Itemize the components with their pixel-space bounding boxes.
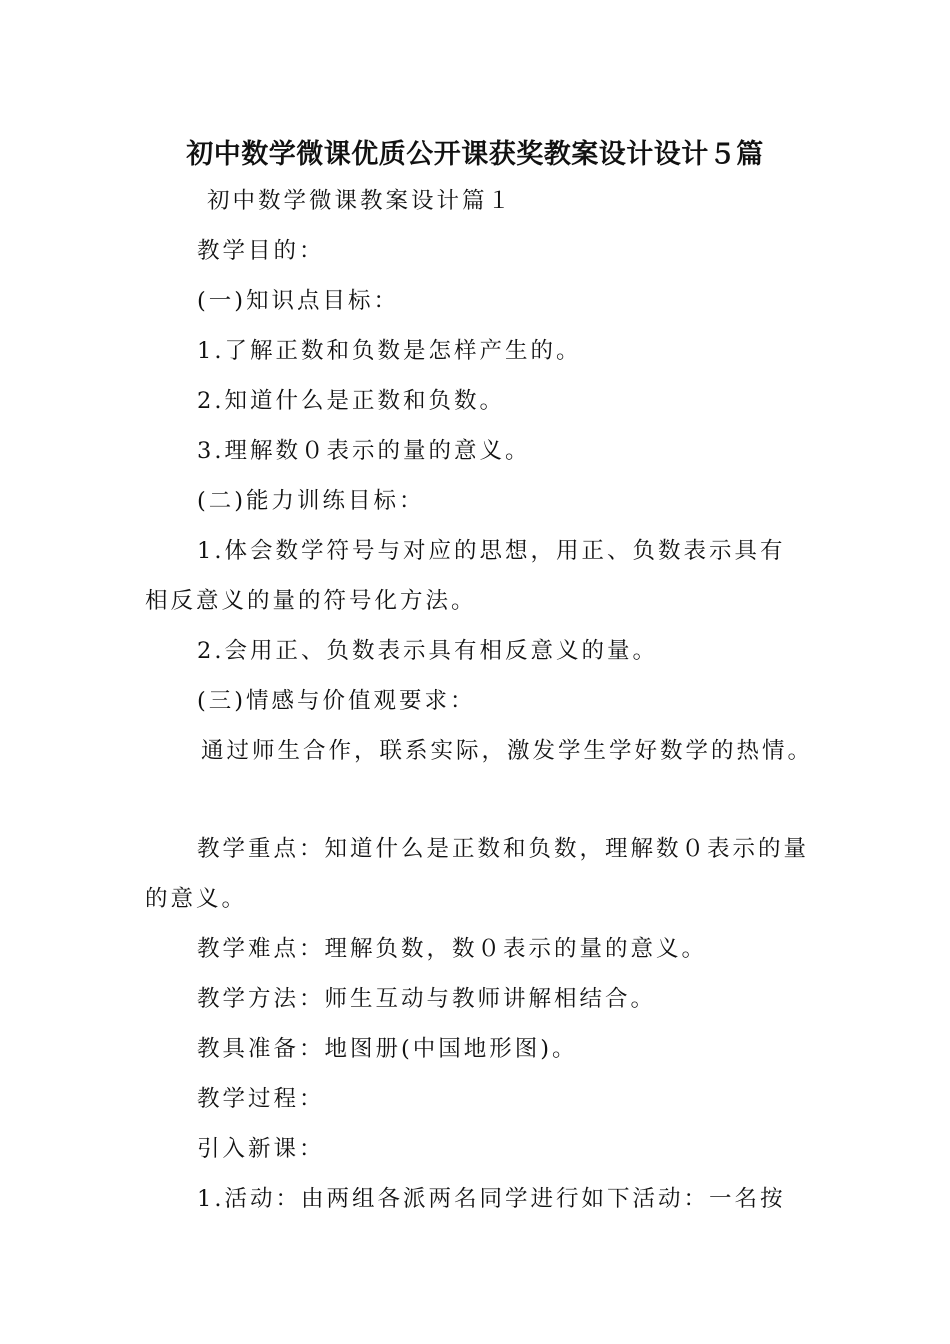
paragraph-line: 教学方法：师生互动与教师讲解相结合。 [197,986,657,1012]
paragraph-line: 2.知道什么是正数和负数。 [197,388,505,414]
paragraph-line: 3.理解数０表示的量的意义。 [197,438,531,464]
paragraph-line: 1.了解正数和负数是怎样产生的。 [197,338,582,364]
paragraph-line: 教学重点：知道什么是正数和负数，理解数０表示的量 [197,836,810,862]
paragraph-line: 相反意义的量的符号化方法。 [145,588,477,614]
document-title: 初中数学微课优质公开课获奖教案设计设计５篇 [186,139,764,170]
paragraph-line: 教学难点：理解负数，数０表示的量的意义。 [197,936,708,962]
paragraph-line: 的意义。 [145,886,248,912]
paragraph-line: 教学过程： [197,1086,325,1112]
paragraph-line: 1.体会数学符号与对应的思想，用正、负数表示具有 [197,538,786,564]
paragraph-line: 教具准备：地图册(中国地形图)。 [197,1036,578,1062]
paragraph-line: 通过师生合作，联系实际，激发学生学好数学的热情。 [201,738,814,764]
paragraph-line: 1.活动：由两组各派两名同学进行如下活动：一名按 [197,1186,786,1212]
section-heading: 初中数学微课教案设计篇１ [207,188,514,214]
paragraph-line: 2.会用正、负数表示具有相反意义的量。 [197,638,658,664]
paragraph-line: (一)知识点目标： [197,288,400,314]
paragraph-line: (二)能力训练目标： [197,488,425,514]
paragraph-line: 教学目的： [197,238,325,264]
paragraph-line: 引入新课： [197,1136,325,1162]
paragraph-line: (三)情感与价值观要求： [197,688,476,714]
